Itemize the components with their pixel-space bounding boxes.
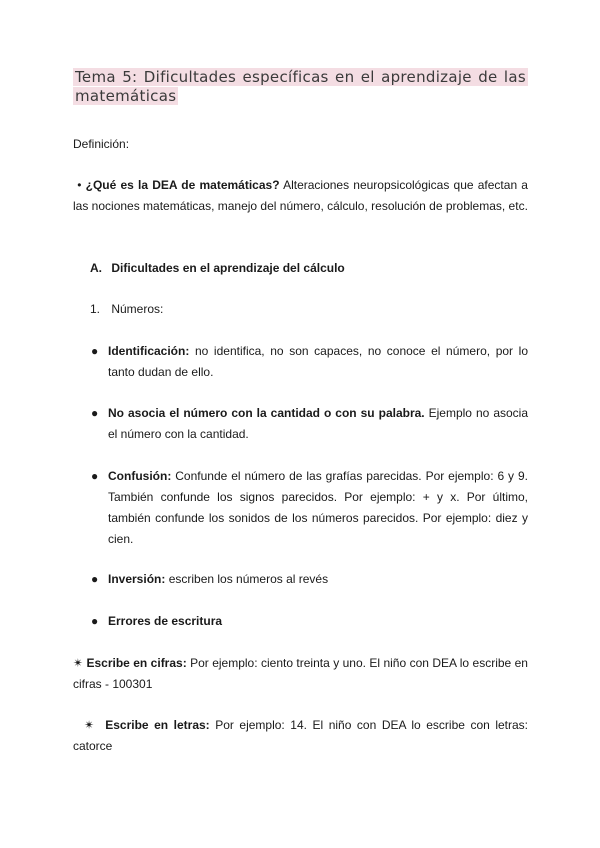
star-icon: ✴ xyxy=(73,656,84,670)
numbered-label: Números: xyxy=(111,302,164,316)
letras-bold: Escribe en letras: xyxy=(105,718,210,732)
bullet-dot: ● xyxy=(91,469,99,483)
bullet-item-confusion xyxy=(91,466,528,550)
bullet-text: Ejemplo no asocia el número con la cantidad. xyxy=(108,406,528,441)
dea-answer: Alteraciones neuropsicológicas que afectan a las nociones matemáticas, manejo del número, cálculo, resolución de problemas, etc. xyxy=(73,178,528,213)
dea-question: ¿Qué es la DEA de matemáticas? xyxy=(85,178,280,192)
cifras-text: Por ejemplo: ciento treinta y uno. El niño con DEA lo escribe en cifras - 100301 xyxy=(73,656,528,691)
bullet-bold: Errores de escritura xyxy=(108,614,223,628)
bullet-item-inversion xyxy=(91,569,528,590)
numbered-item-1 xyxy=(90,299,163,320)
bullet-item-no-asocia xyxy=(91,403,528,445)
bullet-text: Confunde el número de las grafías parecidas. Por ejemplo: 6 y 9. También confunde los signos parecidos. Por ejemplo: + y x. Por último, también confunde los sonidos de los números parecidos. Por ejemplo: diez y cien. xyxy=(108,469,528,546)
dea-paragraph xyxy=(73,175,528,217)
letras-paragraph xyxy=(73,715,528,757)
bullet-bold: No asocia el número con la cantidad o con su palabra. xyxy=(108,406,425,420)
bullet-bold: Identificación: xyxy=(108,344,190,358)
bullet-text: escriben los números al revés xyxy=(165,572,329,586)
cifras-paragraph xyxy=(73,653,528,695)
letras-text: Por ejemplo: 14. El niño con DEA lo escribe con letras: catorce xyxy=(73,718,529,753)
title-highlight: Tema 5: Dificultades específicas en el aprendizaje de las matemáticas xyxy=(75,68,526,105)
cifras-bold: Escribe en cifras: xyxy=(86,656,187,670)
bullet-text: no identifica, no son capaces, no conoce el número, por lo tanto dudan de ello. xyxy=(108,344,528,379)
bullet-bold: Inversión: xyxy=(108,572,166,586)
bullet-bold: Confusión: xyxy=(108,469,172,483)
page-title xyxy=(73,68,528,106)
section-a-heading xyxy=(90,258,345,279)
bullet-item-errores xyxy=(91,611,528,632)
definition-label: Definición: xyxy=(73,137,130,151)
dea-bullet: • xyxy=(77,178,82,192)
bullet-dot: ● xyxy=(91,614,99,628)
section-a-text: Dificultades en el aprendizaje del cálculo xyxy=(111,261,345,275)
bullet-dot: ● xyxy=(91,406,99,420)
bullet-dot: ● xyxy=(91,572,99,586)
bullet-item-identificacion xyxy=(91,341,528,383)
section-a-marker: A. xyxy=(90,261,102,275)
numbered-marker: 1. xyxy=(90,302,101,316)
bullet-dot: ● xyxy=(91,344,99,358)
star-icon: ✴ xyxy=(84,718,95,732)
